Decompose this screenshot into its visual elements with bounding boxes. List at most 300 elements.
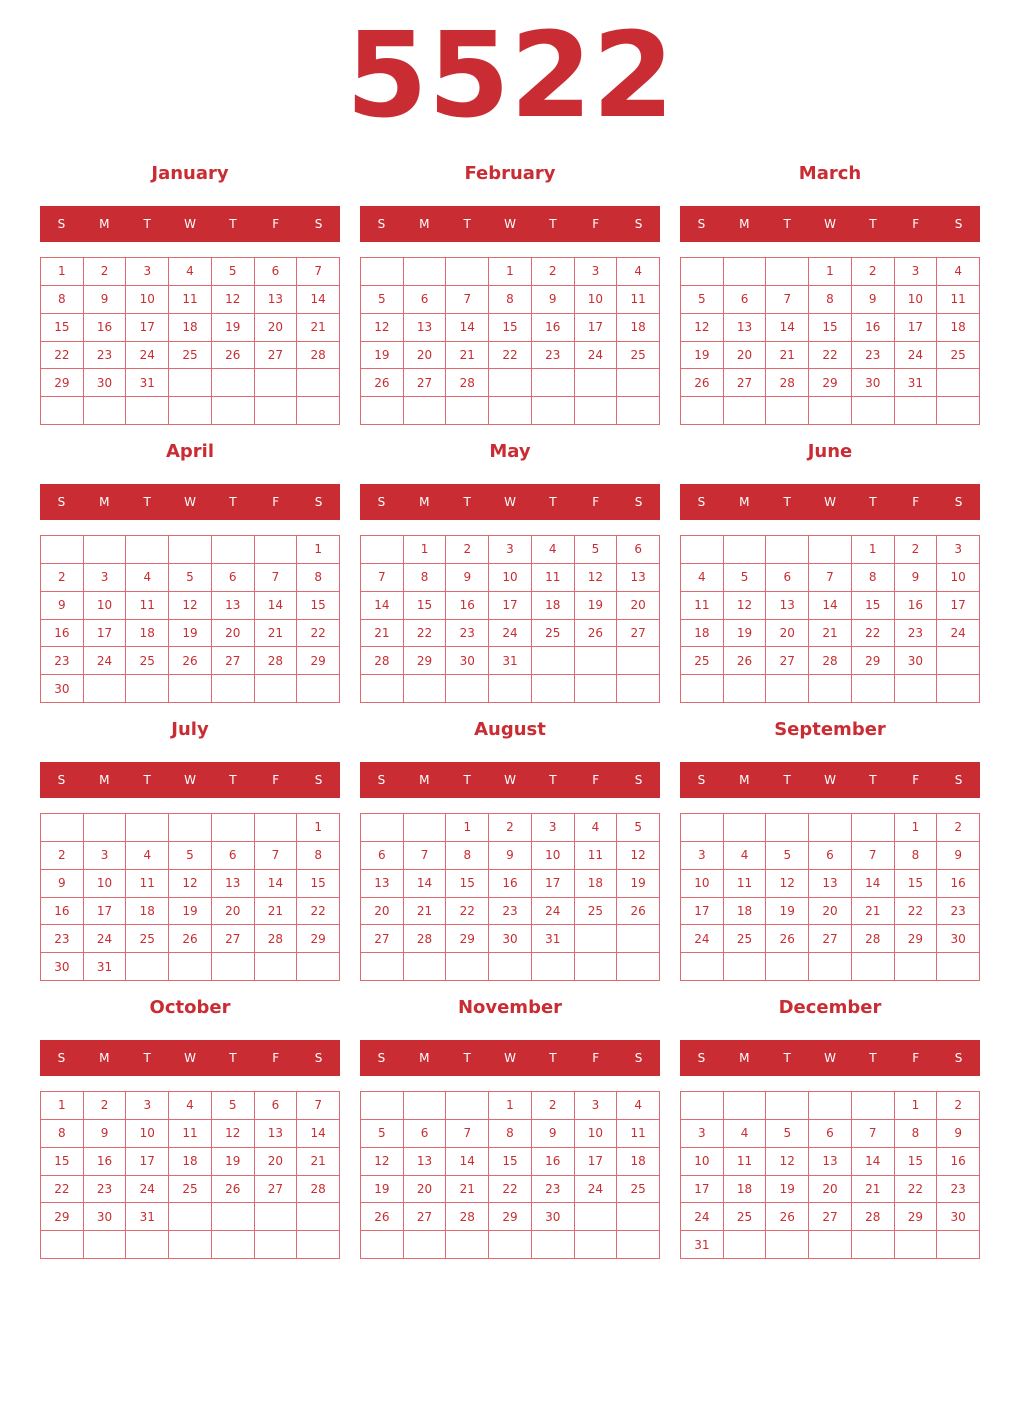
weekday-header — [40, 206, 340, 242]
day-cell — [404, 397, 447, 425]
day-cell: 15 — [297, 870, 340, 898]
day-cell — [575, 1231, 618, 1259]
day-cell: 12 — [617, 842, 660, 870]
day-cell: 11 — [575, 842, 618, 870]
day-cell: 27 — [766, 647, 809, 675]
weekday-label: F — [592, 773, 600, 787]
day-cell — [446, 397, 489, 425]
day-cell: 3 — [575, 1092, 618, 1120]
day-cell — [212, 1231, 255, 1259]
day-cell: 26 — [361, 1203, 404, 1231]
day-cell: 31 — [532, 925, 575, 953]
day-cell: 30 — [84, 369, 127, 397]
weekday-label: W — [504, 773, 516, 787]
day-cell: 4 — [937, 258, 980, 286]
day-cell — [681, 814, 724, 842]
day-cell: 6 — [255, 1092, 298, 1120]
day-cell — [255, 814, 298, 842]
day-cell: 10 — [575, 286, 618, 314]
day-cell: 31 — [126, 1203, 169, 1231]
day-cell — [766, 953, 809, 981]
day-cell — [766, 675, 809, 703]
day-cell: 27 — [255, 342, 298, 370]
day-cell: 15 — [852, 592, 895, 620]
day-cell — [532, 647, 575, 675]
day-cell: 30 — [84, 1203, 127, 1231]
weekday-header — [360, 484, 660, 520]
day-cell: 31 — [126, 369, 169, 397]
day-cell — [681, 258, 724, 286]
day-cell: 13 — [809, 1148, 852, 1176]
day-cell: 12 — [169, 592, 212, 620]
day-cell: 17 — [84, 620, 127, 648]
day-cell: 23 — [532, 342, 575, 370]
day-cell: 17 — [532, 870, 575, 898]
day-cell: 9 — [84, 1120, 127, 1148]
day-cell: 29 — [446, 925, 489, 953]
day-cell: 26 — [766, 925, 809, 953]
day-cell: 10 — [575, 1120, 618, 1148]
day-cell: 30 — [489, 925, 532, 953]
day-cell — [169, 953, 212, 981]
day-cell: 4 — [724, 1120, 767, 1148]
day-cell — [852, 953, 895, 981]
day-cell — [126, 953, 169, 981]
day-cell: 7 — [446, 286, 489, 314]
day-cell: 28 — [852, 925, 895, 953]
day-cell: 8 — [297, 842, 340, 870]
day-cell — [575, 369, 618, 397]
day-cell: 10 — [532, 842, 575, 870]
day-cell: 9 — [937, 1120, 980, 1148]
day-cell: 25 — [617, 1176, 660, 1204]
day-cell: 28 — [297, 1176, 340, 1204]
weekday-label: M — [419, 1051, 430, 1065]
weekday-label: S — [57, 1051, 66, 1065]
day-cell: 14 — [255, 870, 298, 898]
day-cell: 11 — [617, 286, 660, 314]
day-cell — [446, 1092, 489, 1120]
day-cell — [255, 369, 298, 397]
day-cell: 5 — [212, 258, 255, 286]
day-cell: 11 — [169, 286, 212, 314]
day-cell: 31 — [489, 647, 532, 675]
weekday-label: S — [697, 1051, 706, 1065]
weekday-label: W — [184, 1051, 196, 1065]
day-cell: 6 — [404, 286, 447, 314]
weekday-label: W — [504, 217, 516, 231]
day-cell: 8 — [489, 286, 532, 314]
weekday-header — [680, 1040, 980, 1076]
day-cell — [41, 814, 84, 842]
day-cell: 23 — [937, 898, 980, 926]
day-cell: 7 — [404, 842, 447, 870]
day-cell: 17 — [937, 592, 980, 620]
day-cell: 23 — [84, 342, 127, 370]
day-cell — [532, 953, 575, 981]
day-cell: 19 — [361, 342, 404, 370]
day-cell: 4 — [126, 842, 169, 870]
day-cell: 27 — [404, 369, 447, 397]
day-cell: 6 — [212, 564, 255, 592]
day-cell: 18 — [724, 898, 767, 926]
day-cell: 7 — [297, 1092, 340, 1120]
day-cell — [404, 675, 447, 703]
day-cell — [84, 397, 127, 425]
month-name: April — [165, 441, 215, 462]
day-cell: 16 — [895, 592, 938, 620]
weekday-label: S — [377, 1051, 386, 1065]
day-cell: 10 — [84, 592, 127, 620]
day-cell — [724, 1092, 767, 1120]
day-cell — [297, 397, 340, 425]
weekday-label: T — [869, 495, 877, 509]
day-cell: 21 — [852, 1176, 895, 1204]
day-cell: 1 — [895, 1092, 938, 1120]
weekday-label: M — [419, 217, 430, 231]
weekday-label: M — [99, 495, 110, 509]
day-cell: 18 — [126, 898, 169, 926]
day-cell: 5 — [169, 564, 212, 592]
day-cell: 19 — [681, 342, 724, 370]
weekday-label: T — [229, 217, 237, 231]
weekday-label: S — [954, 1051, 963, 1065]
day-cell: 27 — [255, 1176, 298, 1204]
day-cell: 26 — [169, 647, 212, 675]
day-cell — [489, 369, 532, 397]
day-grid — [40, 813, 340, 981]
weekday-label: T — [463, 217, 471, 231]
day-cell — [617, 369, 660, 397]
day-cell: 4 — [532, 536, 575, 564]
day-cell — [169, 369, 212, 397]
day-cell: 9 — [895, 564, 938, 592]
day-cell — [532, 369, 575, 397]
day-cell: 26 — [575, 620, 618, 648]
day-cell: 19 — [617, 870, 660, 898]
weekday-label: S — [57, 773, 66, 787]
weekday-label: F — [592, 495, 600, 509]
day-cell: 28 — [852, 1203, 895, 1231]
day-cell: 2 — [532, 1092, 575, 1120]
day-cell: 12 — [169, 870, 212, 898]
day-cell: 13 — [724, 314, 767, 342]
month-name: October — [149, 997, 231, 1018]
day-cell — [169, 1231, 212, 1259]
day-cell — [575, 397, 618, 425]
weekday-label: T — [783, 495, 791, 509]
day-cell: 2 — [937, 1092, 980, 1120]
day-cell: 24 — [84, 925, 127, 953]
weekday-label: F — [912, 495, 920, 509]
day-cell — [809, 814, 852, 842]
day-cell: 16 — [84, 1148, 127, 1176]
day-cell: 11 — [126, 592, 169, 620]
weekday-label: S — [57, 495, 66, 509]
day-cell: 3 — [575, 258, 618, 286]
day-cell — [212, 369, 255, 397]
weekday-header — [680, 206, 980, 242]
day-cell: 2 — [937, 814, 980, 842]
weekday-label: T — [143, 495, 151, 509]
day-cell: 30 — [937, 925, 980, 953]
day-cell: 10 — [489, 564, 532, 592]
day-cell — [532, 1231, 575, 1259]
day-cell: 21 — [446, 1176, 489, 1204]
weekday-label: W — [504, 1051, 516, 1065]
day-grid — [680, 535, 980, 703]
day-cell: 14 — [852, 870, 895, 898]
day-cell: 29 — [852, 647, 895, 675]
day-cell — [766, 1092, 809, 1120]
weekday-label: F — [912, 217, 920, 231]
day-cell — [809, 397, 852, 425]
day-cell: 26 — [681, 369, 724, 397]
weekday-label: S — [634, 495, 643, 509]
day-cell: 31 — [895, 369, 938, 397]
day-grid — [40, 257, 340, 425]
day-cell: 3 — [84, 564, 127, 592]
day-cell — [681, 397, 724, 425]
day-cell: 10 — [895, 286, 938, 314]
weekday-label: S — [57, 217, 66, 231]
day-cell: 15 — [809, 314, 852, 342]
day-cell: 7 — [361, 564, 404, 592]
day-grid — [360, 535, 660, 703]
day-cell: 15 — [489, 314, 532, 342]
day-cell: 1 — [404, 536, 447, 564]
day-cell: 16 — [852, 314, 895, 342]
day-cell — [212, 675, 255, 703]
day-cell: 22 — [297, 620, 340, 648]
weekday-label: F — [272, 773, 280, 787]
weekday-label: T — [463, 1051, 471, 1065]
day-cell — [809, 1092, 852, 1120]
day-cell — [681, 536, 724, 564]
day-cell — [937, 647, 980, 675]
day-cell: 7 — [255, 842, 298, 870]
day-cell: 6 — [404, 1120, 447, 1148]
day-cell — [126, 536, 169, 564]
day-cell — [766, 814, 809, 842]
day-cell: 1 — [852, 536, 895, 564]
day-cell: 14 — [446, 1148, 489, 1176]
day-cell: 3 — [532, 814, 575, 842]
day-cell: 10 — [126, 286, 169, 314]
day-cell — [361, 258, 404, 286]
month-name: January — [151, 163, 229, 184]
day-cell: 18 — [617, 314, 660, 342]
day-cell: 19 — [766, 1176, 809, 1204]
day-cell: 18 — [532, 592, 575, 620]
day-cell: 19 — [169, 898, 212, 926]
day-cell: 12 — [724, 592, 767, 620]
day-cell — [937, 953, 980, 981]
month-name: May — [489, 441, 531, 462]
day-cell — [297, 953, 340, 981]
day-cell — [809, 1231, 852, 1259]
weekday-label: M — [739, 773, 750, 787]
day-cell: 22 — [809, 342, 852, 370]
day-cell: 29 — [41, 1203, 84, 1231]
weekday-label: T — [549, 217, 557, 231]
month-name: November — [457, 997, 563, 1018]
day-cell: 26 — [361, 369, 404, 397]
day-cell: 12 — [212, 286, 255, 314]
day-cell: 28 — [809, 647, 852, 675]
day-cell: 29 — [489, 1203, 532, 1231]
day-cell: 20 — [255, 314, 298, 342]
day-cell: 17 — [681, 1176, 724, 1204]
day-cell: 9 — [532, 1120, 575, 1148]
day-cell: 4 — [724, 842, 767, 870]
day-cell — [895, 675, 938, 703]
weekday-label: S — [634, 1051, 643, 1065]
day-cell — [255, 1231, 298, 1259]
day-cell: 11 — [126, 870, 169, 898]
day-cell — [575, 675, 618, 703]
day-cell: 20 — [404, 342, 447, 370]
day-cell: 9 — [84, 286, 127, 314]
day-cell: 25 — [169, 342, 212, 370]
day-cell: 26 — [724, 647, 767, 675]
weekday-label: S — [377, 495, 386, 509]
day-cell: 16 — [41, 620, 84, 648]
weekday-label: F — [272, 217, 280, 231]
day-cell — [617, 675, 660, 703]
day-cell — [255, 536, 298, 564]
day-cell: 27 — [404, 1203, 447, 1231]
day-cell: 3 — [126, 1092, 169, 1120]
day-cell: 23 — [852, 342, 895, 370]
weekday-header — [40, 484, 340, 520]
day-cell: 7 — [255, 564, 298, 592]
day-cell: 1 — [446, 814, 489, 842]
day-cell: 22 — [852, 620, 895, 648]
day-cell: 4 — [169, 258, 212, 286]
month-name: August — [474, 719, 546, 740]
day-cell: 5 — [575, 536, 618, 564]
day-cell: 9 — [41, 592, 84, 620]
day-cell — [41, 1231, 84, 1259]
day-cell: 23 — [446, 620, 489, 648]
day-cell: 3 — [895, 258, 938, 286]
day-cell: 1 — [297, 814, 340, 842]
day-cell: 17 — [895, 314, 938, 342]
day-cell — [361, 814, 404, 842]
weekday-label: W — [824, 773, 836, 787]
day-cell: 22 — [404, 620, 447, 648]
weekday-label: T — [229, 495, 237, 509]
day-cell: 21 — [766, 342, 809, 370]
day-cell: 14 — [809, 592, 852, 620]
day-cell: 21 — [446, 342, 489, 370]
day-cell — [852, 1231, 895, 1259]
day-cell: 23 — [84, 1176, 127, 1204]
day-cell: 18 — [575, 870, 618, 898]
day-cell: 24 — [895, 342, 938, 370]
weekday-label: S — [954, 773, 963, 787]
day-cell: 13 — [404, 1148, 447, 1176]
day-cell — [169, 675, 212, 703]
day-cell: 26 — [169, 925, 212, 953]
day-cell: 2 — [895, 536, 938, 564]
day-cell: 31 — [84, 953, 127, 981]
day-cell — [575, 925, 618, 953]
day-cell: 23 — [41, 925, 84, 953]
weekday-header — [40, 762, 340, 798]
day-cell: 2 — [41, 842, 84, 870]
weekday-label: T — [783, 1051, 791, 1065]
day-cell: 24 — [532, 898, 575, 926]
day-cell: 26 — [212, 342, 255, 370]
weekday-label: S — [697, 773, 706, 787]
day-cell: 18 — [169, 314, 212, 342]
day-cell — [724, 814, 767, 842]
month-name: June — [807, 441, 853, 462]
month-name: December — [778, 997, 882, 1018]
day-cell: 1 — [489, 1092, 532, 1120]
day-cell: 13 — [617, 564, 660, 592]
day-cell — [724, 258, 767, 286]
day-cell: 20 — [361, 898, 404, 926]
day-cell: 15 — [895, 870, 938, 898]
day-cell: 24 — [575, 342, 618, 370]
day-cell: 20 — [404, 1176, 447, 1204]
day-cell: 19 — [212, 314, 255, 342]
day-cell: 2 — [532, 258, 575, 286]
day-cell: 18 — [126, 620, 169, 648]
year-title: 5522 — [345, 6, 675, 144]
day-cell: 23 — [489, 898, 532, 926]
weekday-label: W — [824, 1051, 836, 1065]
day-cell: 4 — [575, 814, 618, 842]
day-cell: 6 — [617, 536, 660, 564]
day-cell: 24 — [575, 1176, 618, 1204]
day-cell — [41, 397, 84, 425]
day-cell: 29 — [895, 1203, 938, 1231]
day-cell: 13 — [361, 870, 404, 898]
month-name: March — [798, 163, 862, 184]
day-cell: 26 — [766, 1203, 809, 1231]
day-cell — [809, 953, 852, 981]
day-cell: 7 — [852, 842, 895, 870]
day-cell: 27 — [212, 647, 255, 675]
day-cell — [766, 1231, 809, 1259]
day-cell: 17 — [575, 1148, 618, 1176]
weekday-label: F — [272, 495, 280, 509]
day-cell — [724, 953, 767, 981]
day-cell: 16 — [937, 1148, 980, 1176]
weekday-label: M — [739, 217, 750, 231]
day-cell — [212, 814, 255, 842]
day-cell: 21 — [809, 620, 852, 648]
weekday-label: T — [549, 495, 557, 509]
weekday-label: M — [99, 217, 110, 231]
day-cell: 23 — [532, 1176, 575, 1204]
day-cell — [937, 1231, 980, 1259]
day-cell: 20 — [766, 620, 809, 648]
day-cell: 15 — [895, 1148, 938, 1176]
day-cell: 20 — [617, 592, 660, 620]
day-cell: 19 — [724, 620, 767, 648]
day-cell — [724, 675, 767, 703]
day-cell: 3 — [126, 258, 169, 286]
day-cell: 6 — [809, 1120, 852, 1148]
day-cell — [41, 536, 84, 564]
day-cell: 11 — [169, 1120, 212, 1148]
day-cell — [84, 1231, 127, 1259]
